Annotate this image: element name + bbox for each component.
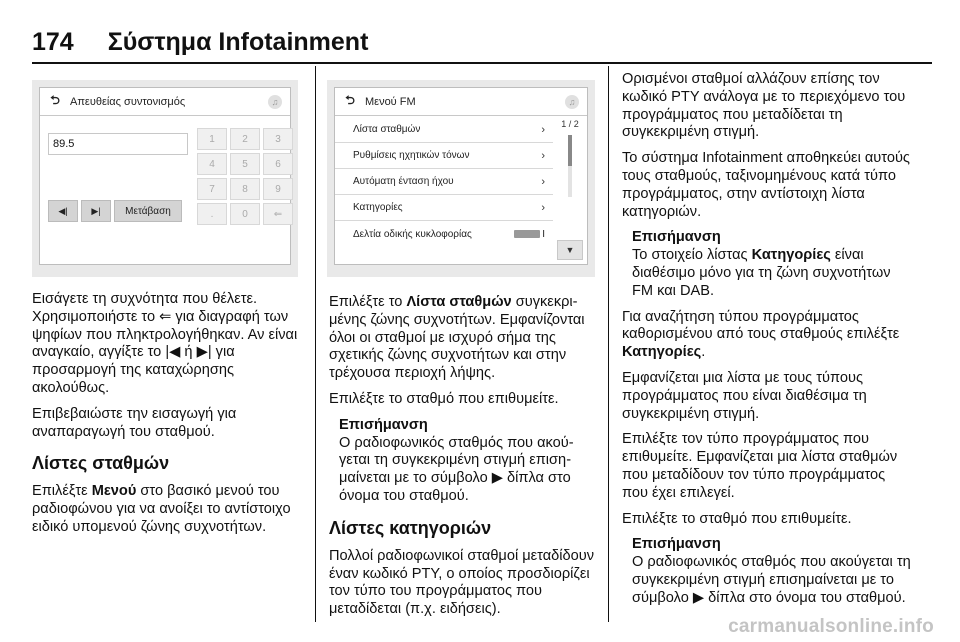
note-title: Επισήμανση [632, 536, 721, 553]
paragraph-select-menu: Επιλέξτε Μενού στο βασικό μενού του ραδιοφώνου για να ανοίξει το αντίστοιχο ειδικό υπομενού ζώνης συχνοτήτων. [32, 483, 291, 535]
key-4[interactable]: 4 [197, 153, 227, 175]
page-header [32, 28, 368, 58]
paragraph-confirm-entry: Επιβεβαιώστε την εισαγωγή για αναπαραγωγή του σταθμού. [32, 405, 237, 440]
scroll-down-button[interactable]: ▼ [557, 240, 583, 260]
tuning-controls [48, 200, 182, 222]
frequency-input[interactable]: 89.5 [48, 133, 188, 155]
menu-item-traffic-announcements[interactable] [335, 221, 553, 247]
page-indicator: 1 / 2 [561, 119, 579, 129]
menu-item-label: Αυτόματη ένταση ήχου [353, 176, 454, 187]
seek-forward-button[interactable]: ▶| [81, 200, 111, 222]
column-divider-1 [315, 66, 316, 622]
header-rule [32, 62, 932, 64]
direct-tuning-screenshot [32, 80, 298, 277]
seek-back-button[interactable]: ◀| [48, 200, 78, 222]
page-title: Σύστημα Infotainment [107, 28, 369, 56]
paragraph-search-categories: Για αναζήτηση τύπου προγράμματος καθορισμένου από τους σταθμούς επιλέξτε Κατηγορίες. [622, 308, 900, 361]
music-note-icon[interactable]: ♫ [565, 95, 579, 109]
note-text: Ο ραδιοφωνικός σταθμός που ακούγεται τη συγκεκριμένη στιγμή επισημαίνεται με το σύμβολο ▶ δίπλα στο όνομα του σταθμού. [339, 434, 574, 504]
note-text: Το στοιχείο λίστας Κατηγορίες είναι διαθέσιμο μόνο για τη ζώνη συχνοτήτων FM και DAB. [632, 247, 891, 299]
watermark: carmanualsonline.info [728, 616, 934, 637]
chevron-right-icon: › [541, 149, 545, 162]
key-5[interactable]: 5 [230, 153, 260, 175]
column-1 [32, 291, 300, 537]
menu-item-categories[interactable] [335, 195, 553, 221]
chevron-right-icon: › [541, 201, 545, 214]
heading-station-lists: Λίστες σταθμών [32, 453, 170, 474]
menu-item-label: Ρυθμίσεις ηχητικών τόνων [353, 150, 470, 161]
paragraph-select-station-list: Επιλέξτε το Λίστα σταθμών συγκεκριμένης ζώνης συχνοτήτων. Εμφανίζονται όλοι οι σταθμοί με ισχυρό σήμα της σχετικής ζώνης συχνοτήτων και στην τρέχουσα περιοχή λήψης. [329, 294, 585, 382]
menu-item-label: Κατηγορίες [353, 202, 403, 213]
menu-item-auto-volume[interactable] [335, 169, 553, 195]
music-note-icon[interactable]: ♫ [268, 95, 282, 109]
paragraph-pty-change: Ορισμένοι σταθμοί αλλάζουν επίσης τον κωδικό PTY ανάλογα με το περιεχόμενο του προγράμματος που μεταδίδεται τη συγκεκριμένη στιγμή. [622, 71, 906, 141]
paragraph-enter-frequency: Εισάγετε τη συχνότητα που θέλετε. Χρησιμοποιήστε το ⇐ για διαγραφή των ψηφίων που πληκτρολογήθηκαν. Αν είναι αναγκαίο, αγγίξτε το |◀ ή ▶| για προσαρμογή της καταχώρησης ακολούθως. [32, 291, 298, 396]
menu-item-label: Λίστα σταθμών [353, 124, 421, 135]
note-box [329, 417, 595, 506]
column-3 [622, 71, 914, 608]
go-to-button[interactable]: Μετάβαση [114, 200, 182, 222]
scrollbar-thumb[interactable] [568, 135, 572, 166]
back-arrow-icon[interactable]: ⮌ [50, 93, 60, 107]
screen-title-bar [335, 88, 587, 116]
fm-menu-screenshot [327, 80, 595, 277]
chevron-right-icon: › [541, 123, 545, 136]
scroll-panel [557, 119, 583, 260]
key-8[interactable]: 8 [230, 178, 260, 200]
key-1[interactable]: 1 [197, 128, 227, 150]
note-text: Ο ραδιοφωνικός σταθμός που ακούγεται τη συγκεκριμένη στιγμή επισημαίνεται με το σύμβολο ▶ δίπλα στο όνομα του σταθμού. [632, 554, 911, 606]
menu-item-label: Δελτία οδικής κυκλοφορίας [353, 228, 472, 240]
key-decimal[interactable]: . [197, 203, 227, 225]
direct-tuning-screen [39, 87, 291, 265]
screen-title: Απευθείας συντονισμός [70, 95, 186, 108]
menu-item-station-list[interactable] [335, 117, 553, 143]
key-6[interactable]: 6 [263, 153, 293, 175]
menu-item-tone-settings[interactable] [335, 143, 553, 169]
back-arrow-icon[interactable]: ⮌ [345, 93, 355, 107]
chevron-right-icon: › [541, 175, 545, 188]
note-title: Επισήμανση [339, 416, 428, 433]
scrollbar-track[interactable] [568, 135, 572, 197]
key-0[interactable]: 0 [230, 203, 260, 225]
key-2[interactable]: 2 [230, 128, 260, 150]
toggle-indicator [514, 230, 540, 238]
paragraph-list-shown: Εμφανίζεται μια λίστα με τους τύπους προγράμματος που είναι διαθέσιμα τη συγκεκριμένη στιγμή. [622, 369, 867, 422]
heading-category-lists: Λίστες κατηγοριών [329, 517, 492, 538]
traffic-toggle[interactable] [514, 229, 545, 240]
fm-menu-list [335, 117, 553, 247]
note-box [622, 536, 914, 607]
column-divider-2 [608, 66, 609, 622]
screen-title: Μενού FM [365, 95, 416, 108]
screen-title-bar [40, 88, 290, 116]
numeric-keypad [197, 128, 293, 225]
paragraph-select-type: Επιλέξτε τον τύπο προγράμματος που επιθυμείτε. Εμφανίζεται μια λίστα σταθμών που μεταδίδουν τον τύπο προγράμματος που έχει επιλεγεί. [622, 431, 898, 501]
note-title: Επισήμανση [632, 229, 721, 246]
key-3[interactable]: 3 [263, 128, 293, 150]
fm-menu-screen [334, 87, 588, 265]
toggle-mark: I [542, 228, 545, 240]
paragraph-select-station: Επιλέξτε το σταθμό που επιθυμείτε. [329, 390, 559, 407]
key-9[interactable]: 9 [263, 178, 293, 200]
column-2 [329, 294, 595, 619]
note-box [622, 229, 914, 300]
paragraph-pty-code: Πολλοί ραδιοφωνικοί σταθμοί μεταδίδουν έναν κωδικό PTY, ο οποίος προσδιορίζει τον τύπο του προγράμματος που μεταδίδεται (π.χ. ειδήσεις). [329, 547, 595, 618]
page-number: 174 [32, 28, 74, 56]
backspace-key[interactable]: ⇐ [263, 203, 293, 225]
paragraph-select-station: Επιλέξτε το σταθμό που επιθυμείτε. [622, 510, 852, 527]
key-7[interactable]: 7 [197, 178, 227, 200]
paragraph-infotainment-stores: Το σύστημα Infotainment αποθηκεύει αυτούς τους σταθμούς, ταξινομημένους κατά τύπο προγράμματος, στην αντίστοιχη λίστα κατηγοριών. [622, 150, 910, 220]
